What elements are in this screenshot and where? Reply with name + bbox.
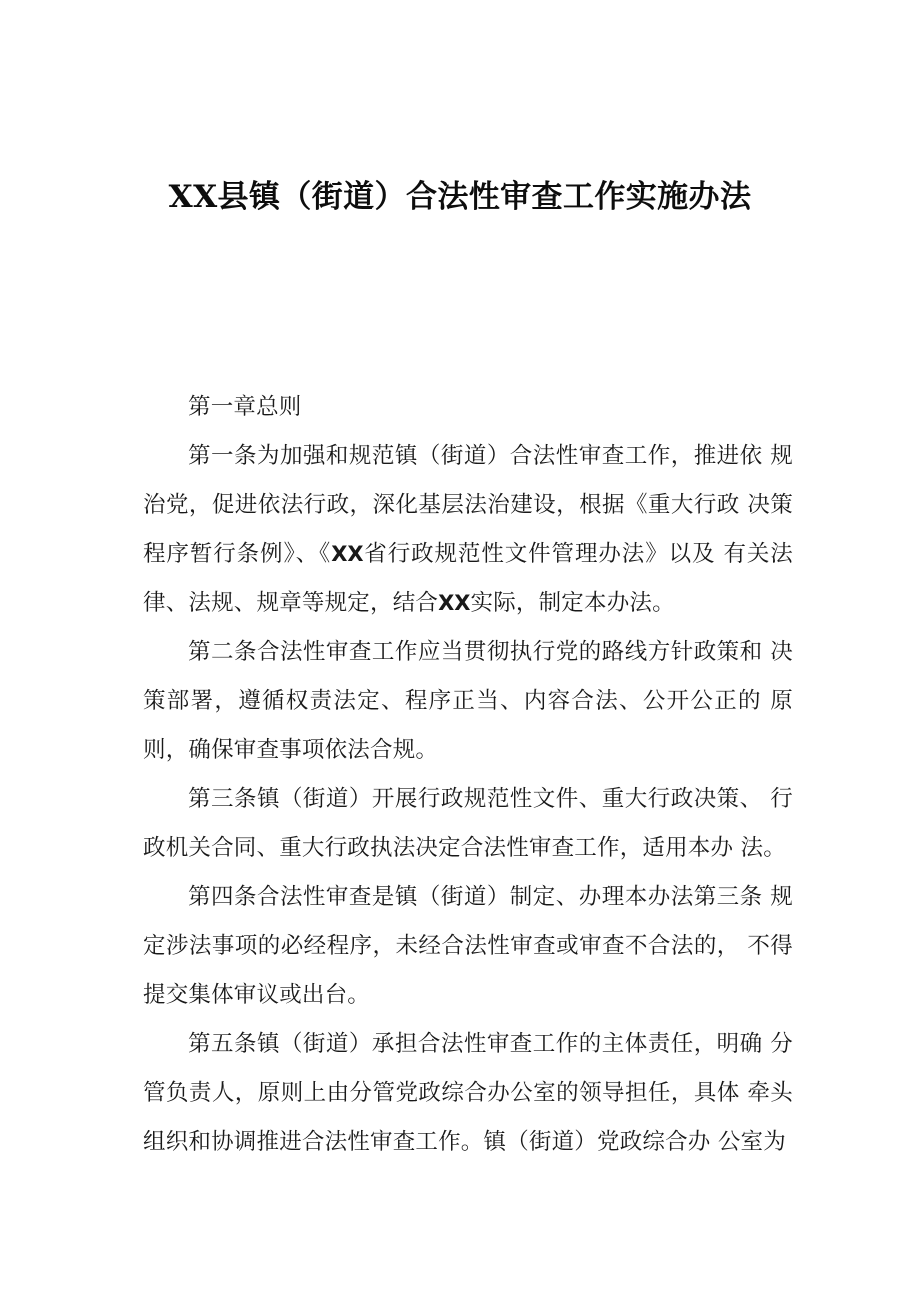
- chapter-heading: 第一章总则: [188, 394, 302, 420]
- title-main-text: 县镇（街道）合法性审查工作实施办法: [217, 179, 752, 215]
- document-body: [143, 383, 793, 1167]
- paragraph-article-5: 第五条镇（街道）承担合法性审查工作的主体责任，明确 分管负责人，原则上由分管党政综合办公室的领导担任，具体 牵头组织和协调推进合法性审查工作。镇（街道）党政综合办 公室为: [143, 1031, 793, 1155]
- paragraph-article-2: 第二条合法性审查工作应当贯彻执行党的路线方针政策和 决策部署，遵循权责法定、程序正当、内容合法、公开公正的 原则，确保审查事项依法合规。: [143, 639, 793, 763]
- latin-token: XX: [438, 591, 471, 615]
- paragraph-article-1: 第一条为加强和规范镇（街道）合法性审查工作，推进依 规治党，促进依法行政，深化基层法治建设，根据《重大行政 决策程序暂行条例》、《XX省行政规范性文件管理办法》以及 有关法律、法规、规章等规定，结合XX实际，制定本办法。: [143, 443, 793, 616]
- title-latin-prefix: XX: [168, 179, 218, 215]
- paragraph-article-3: 第三条镇（街道）开展行政规范性文件、重大行政决策、 行政机关合同、重大行政执法决定合法性审查工作，适用本办 法。: [143, 786, 793, 861]
- paragraph-article-4: 第四条合法性审查是镇（街道）制定、办理本办法第三条 规定涉法事项的必经程序，未经合法性审查或审查不合法的， 不得提交集体审议或出台。: [143, 884, 793, 1008]
- page-title: [0, 175, 920, 219]
- latin-token: XX: [331, 542, 364, 566]
